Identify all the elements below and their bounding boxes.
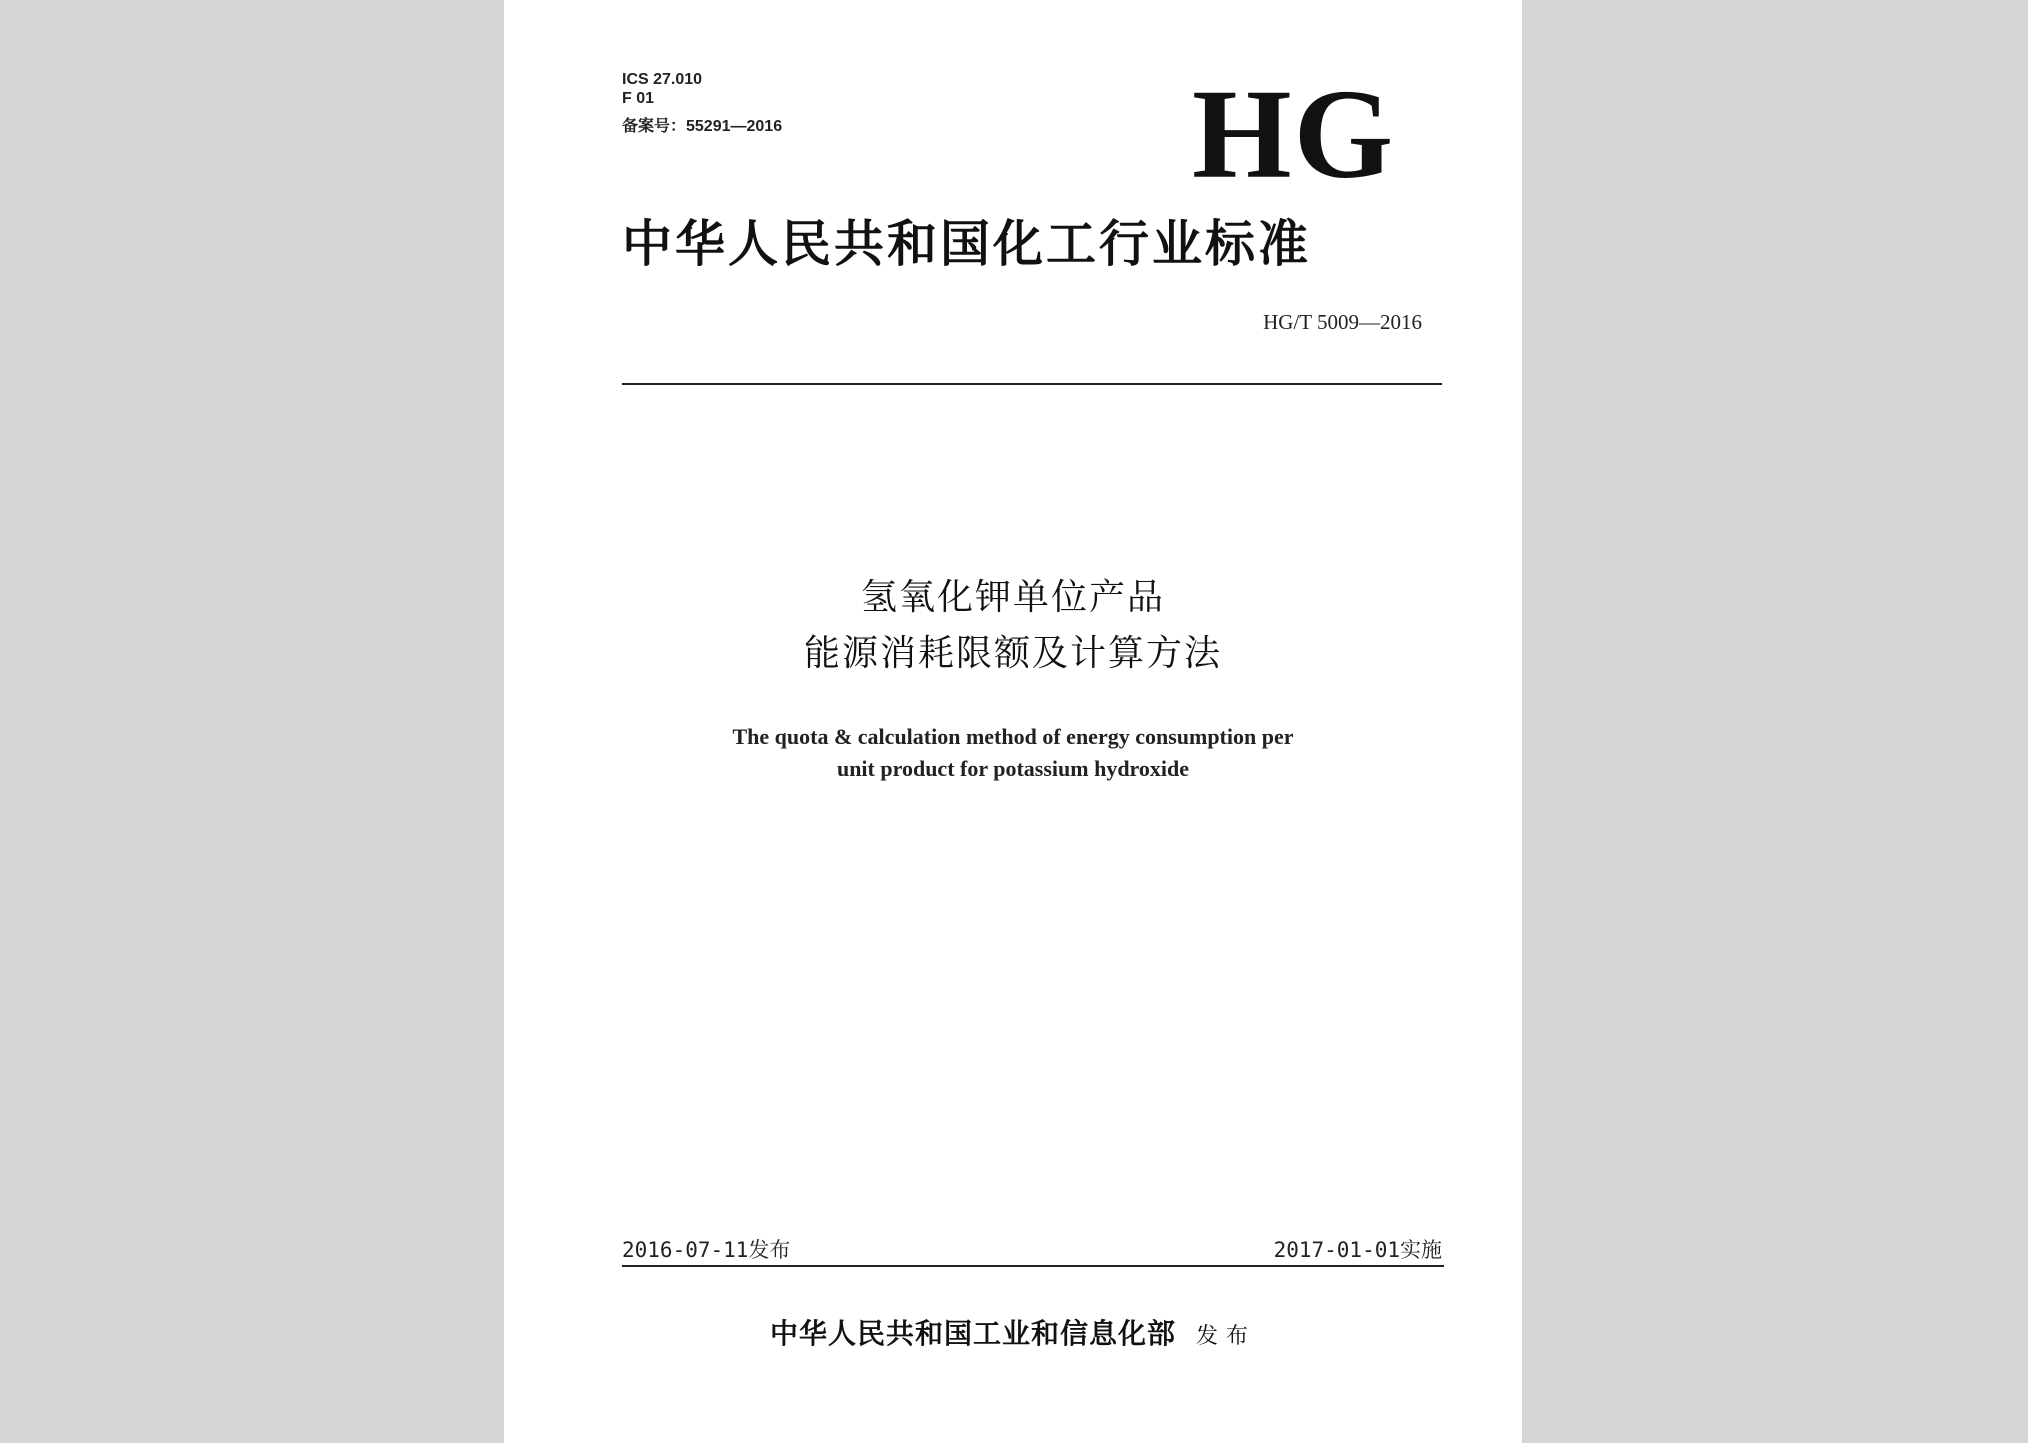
english-title-line-2: unit product for potassium hydroxide [836,756,1190,781]
english-title-line-1: The quota & calculation method of energy consumption per [732,724,1294,749]
header-divider [622,383,1442,385]
issuer-name: 中华人民共和国工业和信息化部 [769,1317,1176,1350]
chinese-title-line-1: 氢氧化钾单位产品 [860,577,1165,618]
effective-date: 2017-01-01实施 [1273,1238,1442,1262]
document-page [504,0,1522,1443]
issuer-action: 发布 [1196,1324,1257,1349]
chinese-title-line-2: 能源消耗限额及计算方法 [803,633,1222,674]
hg-logo: HG [1192,63,1396,205]
classification-code: F 01 [622,90,655,107]
ics-code: ICS 27.010 [622,71,703,88]
industry-standard-title: 中华人民共和国化工行业标准 [622,215,1311,273]
filing-number: 备案号：55291—2016 [622,118,783,135]
issue-date: 2016-07-11发布 [622,1238,791,1262]
standard-number: HG/T 5009—2016 [1263,310,1422,334]
footer-divider [622,1265,1444,1267]
issuer-line [504,1312,1522,1352]
